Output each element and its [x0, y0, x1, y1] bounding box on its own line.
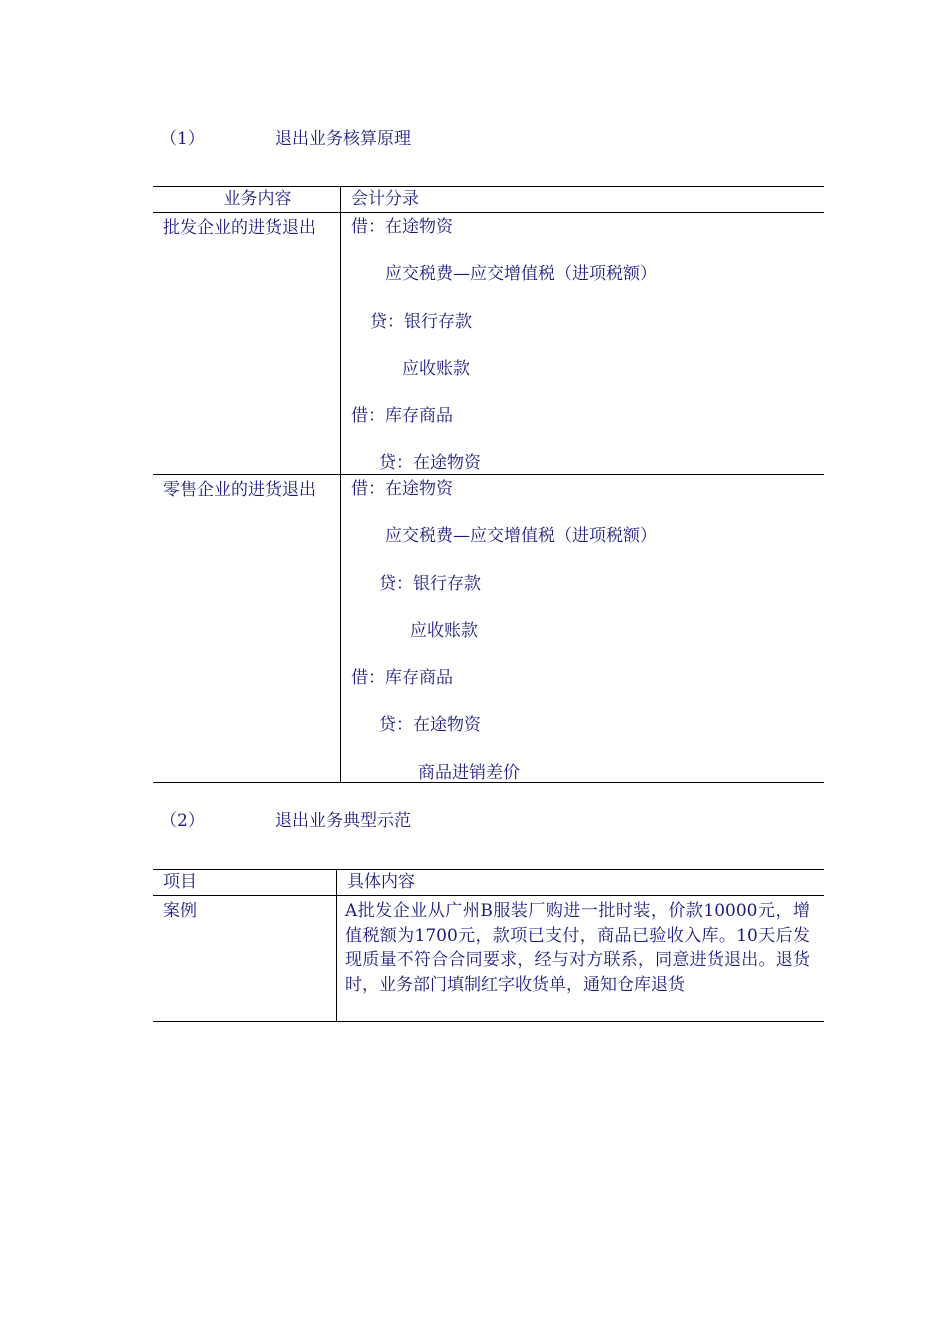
section-heading-1	[160, 128, 411, 150]
detail-cell: A批发企业从广州B服装厂购进一批时装，价款10000元，增值税额为1700元，款项已支付，商品已验收入库。10天后发现质量不符合合同要求，经与对方联系，同意进货退出。退货时，业务部门填制红字收货单，通知仓库退货	[345, 901, 810, 995]
business-content-cell: 零售企业的进货退出	[153, 475, 341, 782]
case-example-table	[153, 869, 824, 1022]
section-heading-2	[160, 810, 411, 832]
item-cell: 案例	[153, 896, 337, 1021]
entry-line: 贷：在途物资	[379, 715, 481, 736]
entry-line: 应交税费—应交增值税（进项税额）	[385, 526, 657, 547]
header-business-content: 业务内容	[153, 187, 341, 212]
section-number: （1）	[160, 129, 205, 149]
business-content-cell: 批发企业的进货退出	[153, 213, 341, 474]
entry-line: 借：在途物资	[351, 479, 453, 499]
entry-line: 应收账款	[410, 620, 478, 641]
header-accounting-entry: 会计分录	[351, 189, 419, 209]
header-detail: 具体内容	[347, 872, 415, 892]
table-header-row	[153, 870, 824, 896]
entry-line: 贷：在途物资	[379, 453, 481, 474]
table-row	[153, 475, 824, 782]
entry-line: 借：库存商品	[351, 668, 453, 689]
entry-line: 贷：银行存款	[379, 573, 481, 594]
entry-line: 借：在途物资	[351, 217, 453, 237]
table-row	[153, 896, 824, 1021]
header-item: 项目	[153, 870, 337, 895]
entry-line: 应交税费—应交增值税（进项税额）	[385, 264, 657, 285]
section-title: 退出业务典型示范	[275, 811, 411, 831]
accounting-entry-cell	[341, 475, 824, 782]
entry-line: 贷：银行存款	[370, 311, 472, 332]
table-header-row	[153, 187, 824, 213]
section-title: 退出业务核算原理	[275, 129, 411, 149]
accounting-entry-cell	[341, 213, 824, 474]
section-number: （2）	[160, 811, 205, 831]
entry-line: 应收账款	[402, 358, 470, 379]
table-row	[153, 213, 824, 475]
entry-line: 商品进销差价	[418, 762, 520, 783]
entry-line: 借：库存商品	[351, 406, 453, 427]
accounting-principles-table	[153, 186, 824, 783]
